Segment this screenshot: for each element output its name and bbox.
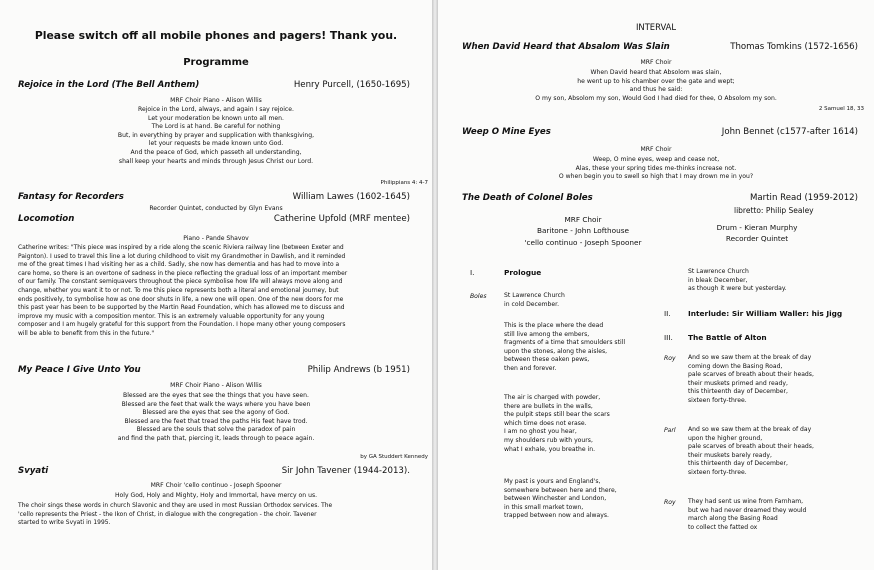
libretto-line: march along the Basing Road	[688, 515, 778, 523]
composer: Henry Purcell, (1650-1695)	[293, 80, 410, 90]
libretto-line: then and forever.	[504, 364, 557, 372]
libretto-line: between Winchester and London,	[504, 495, 607, 503]
performer: 'cello continuo - Joseph Spooner	[524, 237, 642, 247]
librettist: libretto: Philip Sealey	[734, 206, 814, 215]
lyric-line: Blessed are the feet that tread the paths His feet have trod.	[124, 417, 308, 425]
lyric-line: The Lord is at hand. Be careful for nothing	[151, 123, 281, 131]
note-line: Paignton). I used to travel this line a lot during childhood to visit my Grandmother in Dawlish, and it reminded	[18, 252, 346, 260]
composer: Sir John Tavener (1944-2013).	[281, 466, 410, 476]
libretto-line: My past is yours and England's,	[504, 478, 601, 485]
programme-item	[462, 42, 858, 52]
composer-note	[18, 502, 418, 528]
libretto-line: trapped between now and always.	[504, 512, 609, 520]
section-title: Prologue	[504, 268, 542, 277]
source-citation: Philippians 4: 4-7	[380, 180, 428, 186]
stanza	[688, 268, 787, 294]
libretto-line: there are bullets in the walls,	[504, 402, 593, 410]
libretto-line: between these oaken pews,	[504, 356, 590, 364]
piece-title: Locomotion	[18, 214, 75, 224]
libretto-line: And so we saw them at the break of day	[688, 426, 812, 433]
lyric-line: But, in everything by prayer and supplication with thanksgiving,	[117, 131, 315, 139]
lyric-line: Weep, O mine eyes, weep and cease not,	[592, 156, 720, 163]
note-line: Catherine writes: "This piece was inspired by a ride along the scenic Riviera railway line (between Exeter and	[18, 244, 344, 251]
lyric-line: O when begin you to swell so high that I may drown me in you?	[558, 173, 754, 181]
section-number: II.	[664, 309, 671, 318]
note-line: composer and I am hugely grateful for this support from the Foundation. I hope many other young composers	[18, 321, 346, 329]
libretto-line: the pulpit steps still bear the scars	[504, 411, 610, 419]
composer: William Lawes (1602-1645)	[292, 192, 410, 202]
libretto-line: in bleak December,	[688, 276, 748, 284]
source-citation: by GA Studdert Kennedy	[360, 454, 428, 460]
libretto-line: this thirteenth day of December,	[688, 460, 788, 468]
character-label: Roy	[664, 499, 676, 506]
character-label: Parl	[664, 427, 676, 434]
source-citation: 2 Samuel 18, 33	[818, 106, 864, 112]
lyric-line: Blessed are the souls that solve the paradox of pain	[136, 426, 296, 434]
performers-list	[508, 214, 658, 248]
lyric-line: shall keep your hearts and minds through Jesus Christ our Lord.	[118, 157, 314, 165]
interval-heading: INTERVAL	[635, 22, 677, 32]
performer: Baritone - John Lofthouse	[536, 226, 630, 236]
section-number: III.	[664, 333, 673, 342]
note-line: this past year has been to be supported by the Martin Read Foundation, which has allowed me to discuss and	[18, 304, 345, 312]
performers: MRF Choir	[640, 146, 672, 153]
piece-title: Weep O Mine Eyes	[462, 127, 551, 137]
composer: Philip Andrews (b 1951)	[307, 365, 410, 375]
libretto-line: sixteen forty-three.	[688, 396, 747, 404]
libretto-line: in cold December.	[504, 300, 560, 308]
libretto-line: The air is charged with powder,	[504, 394, 601, 401]
lyric-line: Blessed are the eyes that see the agony of God.	[142, 409, 290, 417]
libretto-line: as though it were but yesterday.	[688, 285, 787, 293]
programme-item	[18, 192, 410, 202]
piece-title: Fantasy for Recorders	[18, 192, 124, 202]
libretto-line: somewhere between here and there,	[504, 486, 617, 494]
note-line: care home, so there is an overtone of sadness in the piece reflecting the gradual loss of an important member	[18, 269, 348, 277]
composer: Thomas Tomkins (1572-1656)	[730, 42, 858, 52]
libretto-line: still live among the embers,	[504, 330, 590, 338]
performers: MRF Choir 'cello continuo - Joseph Spooner	[150, 482, 282, 489]
lyric-line: Alas, these your spring tides me-thinks increase not.	[575, 164, 737, 172]
stanza	[688, 498, 806, 532]
lyrics	[0, 106, 432, 166]
libretto-line: their muskets primed and ready,	[688, 379, 788, 387]
section-title: The Battle of Alton	[688, 333, 767, 342]
libretto-line: to collect the fatted ox	[688, 523, 758, 531]
lyric-line: Blessed are the eyes that see the things that you have seen.	[123, 392, 309, 399]
composer: John Bennet (c1577-after 1614)	[721, 127, 858, 137]
phones-notice: Please switch off all mobile phones and pagers! Thank you.	[34, 29, 398, 42]
programme-item	[18, 80, 410, 90]
programme-item	[462, 193, 858, 203]
performers-list	[692, 222, 822, 245]
libretto-line: what I exhale, you breathe in.	[504, 445, 596, 453]
character-label: Roy	[664, 355, 676, 362]
libretto-line: St Lawrence Church	[504, 292, 565, 299]
libretto-line: This is the place where the dead	[504, 322, 604, 329]
performer: Drum - Kieran Murphy	[716, 223, 798, 232]
lyric-line: Holy God, Holy and Mighty, Holy and Immortal, have mercy on us.	[114, 492, 318, 499]
piece-title: My Peace I Give Unto You	[18, 365, 141, 375]
composer-note	[18, 244, 418, 339]
section-number: I.	[470, 268, 475, 277]
note-line: me of the great times I had visiting her as a child. Sadly, she now has dementia and has had to move into a	[18, 261, 340, 269]
lyrics	[438, 69, 874, 103]
libretto-line: which time does not erase.	[504, 419, 587, 427]
composer: Catherine Upfold (MRF mentee)	[273, 214, 410, 224]
piece-title: Rejoice in the Lord (The Bell Anthem)	[18, 80, 200, 90]
libretto-line: St Lawrence Church	[688, 268, 749, 275]
performers: Recorder Quintet, conducted by Glyn Evans	[149, 205, 283, 212]
lyric-line: Let your moderation be known unto all men.	[148, 114, 284, 122]
programme-item	[462, 127, 858, 137]
piece-title: Svyati	[18, 466, 49, 476]
performer: MRF Choir	[564, 215, 602, 224]
libretto-line: fragments of a time that smoulders still	[504, 339, 626, 347]
libretto-line: upon the stones, along the aisles,	[504, 347, 608, 355]
libretto-line: coming down the Basing Road,	[688, 362, 783, 370]
libretto-line: sixteen forty-three.	[688, 468, 747, 476]
stanza	[688, 426, 814, 478]
note-line: started to write Svyati in 1995.	[18, 519, 111, 527]
performers: MRF Choir	[640, 59, 672, 66]
composer: Martin Read (1959-2012)	[749, 193, 858, 203]
libretto-line: pale scarves of breath about their heads,	[688, 443, 814, 451]
libretto-line: my shoulders rub with yours,	[504, 436, 593, 444]
piece-title: The Death of Colonel Boles	[462, 193, 593, 203]
libretto-line: in this small market town,	[504, 503, 584, 511]
note-line: of our family. The constant semiquavers throughout the piece symbolise how life will always move along and	[18, 278, 343, 286]
lyrics	[0, 392, 432, 444]
programme-item	[18, 214, 410, 224]
left-page	[0, 0, 432, 570]
programme-heading: Programme	[183, 57, 249, 68]
performers: MRF Choir Piano - Alison Willis	[170, 97, 262, 104]
lyric-line: Rejoice in the Lord, always, and again I say rejoice.	[138, 106, 294, 113]
stanza	[504, 478, 617, 521]
lyric-line: and thus he said:	[629, 86, 683, 94]
lyric-line: And the peace of God, which passeth all understanding,	[130, 148, 302, 156]
note-line: improve my music with a composition mentor. This is an extremely valuable opportunity for any young	[18, 312, 325, 320]
programme-item	[18, 365, 410, 375]
lyrics	[438, 156, 874, 182]
lyric-line: let your requests be made known unto God.	[148, 140, 284, 148]
libretto-line: And so we saw them at the break of day	[688, 354, 812, 361]
performers: Piano - Pande Shavov	[183, 235, 249, 242]
lyric-line: O my son, Absolom my son, Would God I had died for thee, O Absolom my son.	[535, 94, 777, 102]
stanza	[504, 394, 610, 454]
libretto-line: but we had never dreamed they would	[688, 506, 807, 514]
libretto-line: their muskets barely ready,	[688, 451, 772, 459]
character-label: Boles	[470, 293, 487, 300]
performers: MRF Choir Piano - Alison Willis	[170, 382, 262, 389]
libretto-line: pale scarves of breath about their heads,	[688, 371, 814, 379]
stanza	[504, 292, 565, 309]
performer: Recorder Quintet	[725, 234, 789, 244]
section-title: Interlude: Sir William Waller: his Jigg	[688, 309, 843, 318]
piece-title: When David Heard that Absalom Was Slain	[462, 42, 670, 52]
libretto-line: this thirteenth day of December,	[688, 388, 788, 396]
libretto-line: I am no ghost you hear,	[504, 428, 577, 436]
note-line: change, whether you want it to or not. To me this piece represents both a literal and emotional journey, but	[18, 286, 339, 294]
stanza	[688, 354, 814, 406]
lyric-line: Blessed are the feet that walk the ways where you have been	[121, 400, 311, 408]
lyric-line: When David heard that Absolom was slain,	[590, 69, 722, 76]
lyric-line: he went up to his chamber over the gate and wept;	[577, 77, 735, 85]
programme-item	[18, 466, 410, 476]
right-page	[438, 0, 874, 570]
note-line: 'cello represents the Priest - the Ikon of Christ, in dialogue with the congregation - the choir. Tavener	[18, 510, 317, 518]
stanza	[504, 322, 625, 374]
libretto-line: upon the higher ground,	[688, 434, 763, 442]
note-line: The choir sings these words in church Slavonic and they are used in most Russian Orthodox services. The	[18, 502, 333, 509]
note-line: ends positively, to symbolise how as one door shuts in life, a new one will open. One of the new doors for me	[18, 295, 344, 303]
libretto-line: They had sent us wine from Farnham,	[688, 498, 804, 505]
note-line: will be able to benefit from this in the future."	[18, 329, 155, 337]
lyric-line: and find the path that, piercing it, leads through to peace again.	[117, 434, 315, 442]
